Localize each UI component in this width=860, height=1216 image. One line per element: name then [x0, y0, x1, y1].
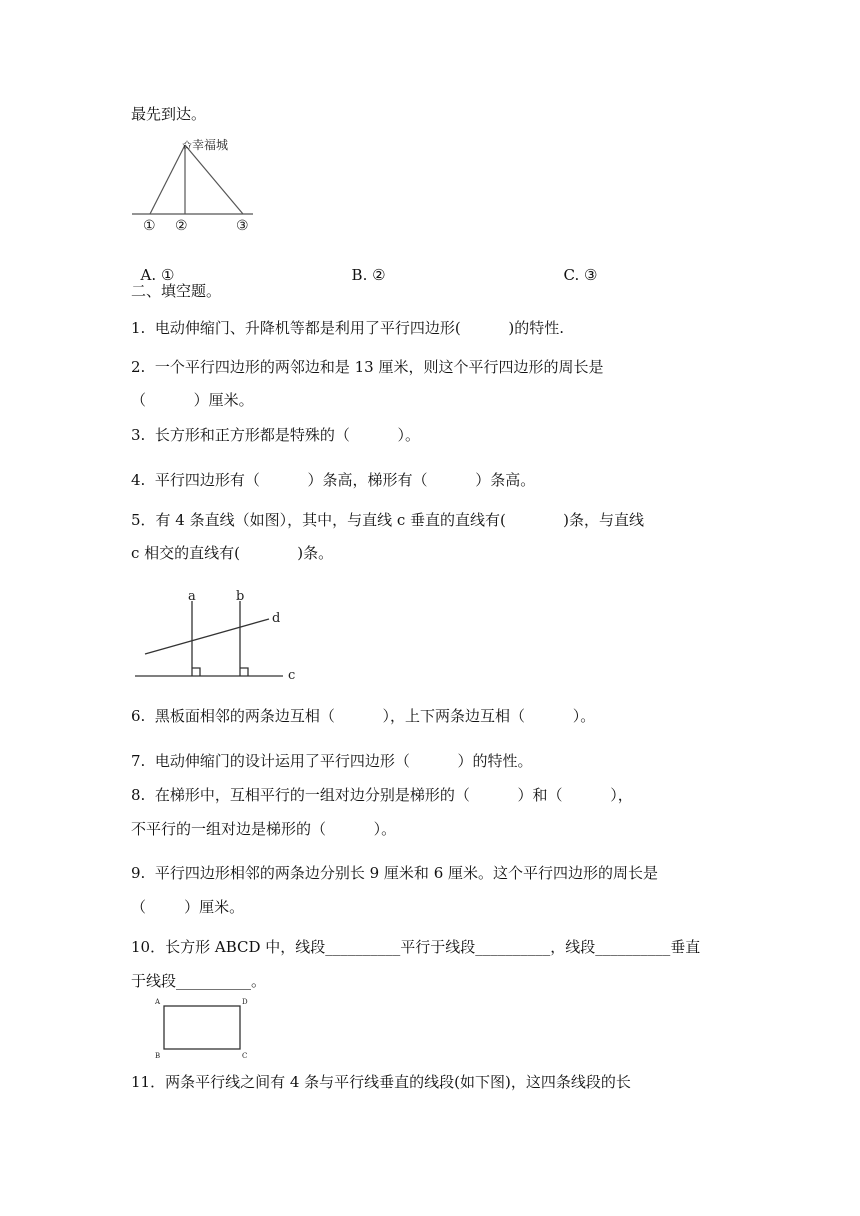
rectangle-diagram — [154, 996, 264, 1061]
question-5-line2: c 相交的直线有( )条。 — [131, 544, 334, 562]
question-9-line1: 9. 平行四边形相邻的两条边分别长 9 厘米和 6 厘米。这个平行四边形的周长是 — [131, 864, 659, 882]
vertex-d: D — [242, 998, 248, 1006]
question-10-line2: 于线段__________。 — [131, 972, 267, 990]
marker-1: ① — [143, 218, 156, 234]
question-11: 11．两条平行线之间有 4 条与平行线垂直的线段(如下图)，这四条线段的长 — [131, 1073, 631, 1091]
question-2-line2: （ ）厘米。 — [131, 391, 254, 409]
route-diagram — [128, 133, 258, 233]
choice-c[interactable] — [554, 245, 598, 285]
choice-letter: A. — [140, 266, 157, 284]
choice-text: ① — [160, 266, 175, 284]
question-7: 7. 电动伸缩门的设计运用了平行四边形（ ）的特性。 — [131, 752, 533, 770]
question-3: 3. 长方形和正方形都是特殊的（ ）。 — [131, 426, 421, 444]
question-2-line1: 2. 一个平行四边形的两邻边和是 13 厘米，则这个平行四边形的周长是 — [131, 358, 604, 376]
vertex-b: B — [155, 1052, 161, 1060]
label-c: c — [288, 668, 296, 683]
label-a: a — [188, 589, 196, 604]
choice-text: ② — [372, 266, 386, 284]
label-d: d — [272, 611, 281, 626]
question-8-line1: 8. 在梯形中，互相平行的一组对边分别是梯形的（ ）和（ ）， — [131, 786, 633, 804]
label-b: b — [236, 589, 245, 604]
question-text-tail: 最先到达。 — [131, 105, 207, 123]
marker-3: ③ — [236, 218, 249, 234]
lines-diagram — [133, 588, 303, 683]
city-label: ✩幸福城 — [182, 138, 229, 152]
choice-letter: B. — [351, 266, 368, 284]
choice-b[interactable] — [342, 245, 386, 285]
choice-letter: C. — [563, 266, 580, 284]
choice-text: ③ — [584, 266, 598, 284]
marker-2: ② — [175, 218, 188, 234]
question-6: 6. 黑板面相邻的两条边互相（ ），上下两条边互相（ ）。 — [131, 707, 596, 725]
question-4: 4. 平行四边形有（ ）条高，梯形有（ ）条高。 — [131, 471, 536, 489]
vertex-c: C — [242, 1052, 248, 1060]
question-10-line1: 10．长方形 ABCD 中，线段__________平行于线段__________，线段__________垂直 — [131, 938, 701, 956]
question-9-line2: （ ）厘米。 — [131, 898, 245, 916]
section-title: 二、填空题。 — [131, 282, 222, 300]
choice-a[interactable] — [131, 245, 174, 285]
question-8-line2: 不平行的一组对边是梯形的（ ）。 — [131, 820, 397, 838]
question-5-line1: 5．有 4 条直线（如图），其中，与直线 c 垂直的直线有( )条，与直线 — [131, 511, 644, 529]
question-1: 1. 电动伸缩门、升降机等都是利用了平行四边形( )的特性. — [131, 319, 565, 337]
vertex-a: A — [155, 998, 161, 1006]
